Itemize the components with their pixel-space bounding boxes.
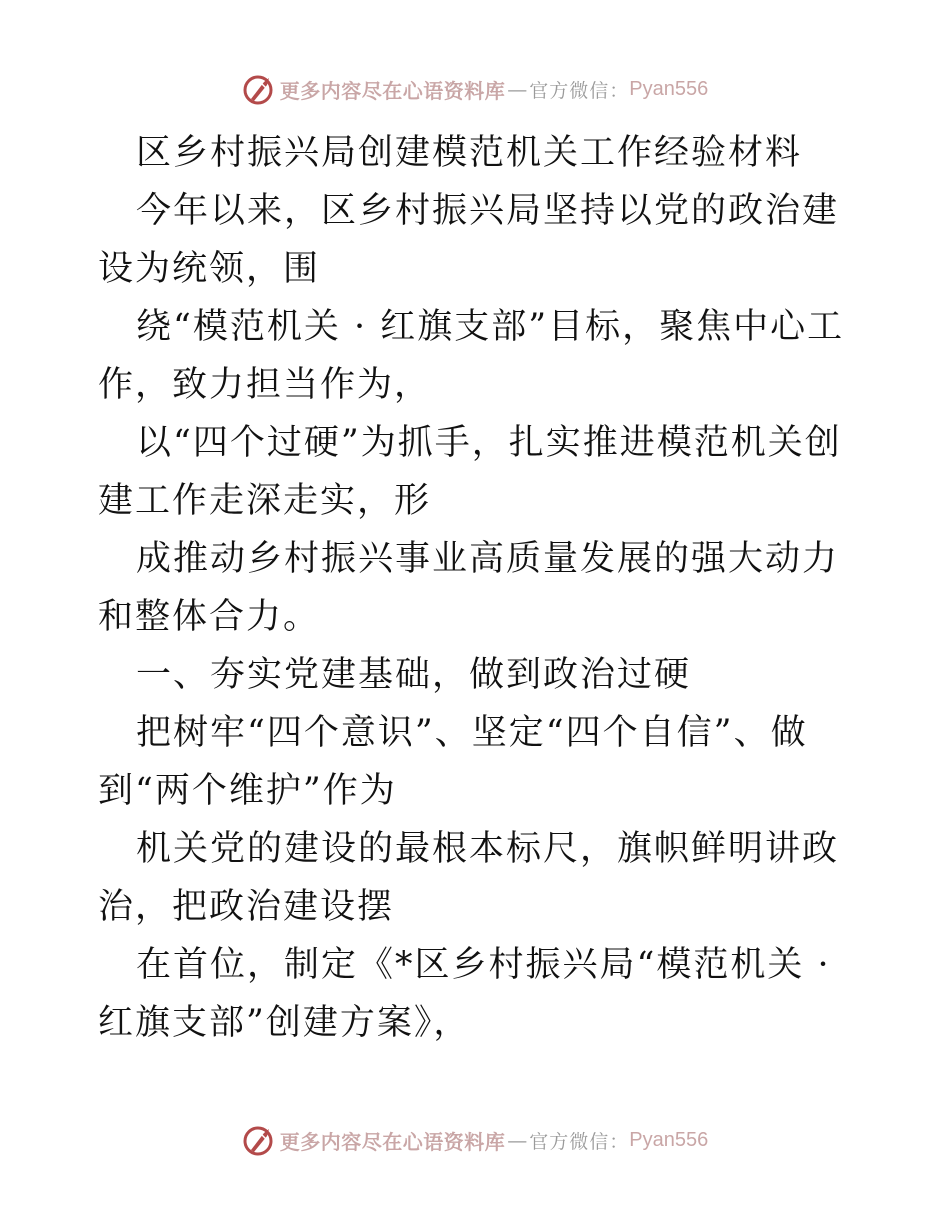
footer-watermark (0, 1123, 950, 1157)
document-body (98, 124, 854, 1052)
watermark-dash: — (507, 77, 528, 101)
paragraph: 绕“模范机关 · 红旗支部”目标，聚焦中心工作，致力担当作为， (98, 307, 845, 405)
watermark-official-label: 官方微信： (529, 1130, 630, 1153)
paragraph: 在首位，制定《*区乡村振兴局“模范机关 · 红旗支部”创建方案》， (98, 945, 831, 1043)
watermark-dash: — (507, 1128, 528, 1152)
section-heading: 一、夯实党建基础，做到政治过硬 (136, 655, 692, 695)
watermark-brand: 更多内容尽在心语资料库 (279, 78, 506, 103)
paragraph: 机关党的建设的最根本标尺，旗帜鲜明讲政治，把政治建设摆 (98, 829, 840, 927)
paragraph: 成推动乡村振兴事业高质量发展的强大动力和整体合力。 (98, 539, 840, 637)
watermark-wechat-id: Pyan556 (629, 1128, 709, 1151)
watermark-wechat-id: Pyan556 (629, 77, 709, 100)
document-title: 区乡村振兴局创建模范机关工作经验材料 (136, 133, 803, 173)
pen-logo-icon (242, 72, 276, 106)
paragraph: 以“四个过硬”为抓手，扎实推进模范机关创建工作走深走实，形 (98, 423, 842, 521)
pen-logo-icon (242, 1123, 276, 1157)
header-watermark (0, 72, 950, 106)
watermark-official-label: 官方微信： (529, 79, 630, 102)
paragraph: 今年以来，区乡村振兴局坚持以党的政治建设为统领，围 (98, 191, 840, 289)
paragraph: 把树牢“四个意识”、坚定“四个自信”、做到“两个维护”作为 (98, 713, 808, 811)
watermark-brand: 更多内容尽在心语资料库 (279, 1129, 506, 1154)
